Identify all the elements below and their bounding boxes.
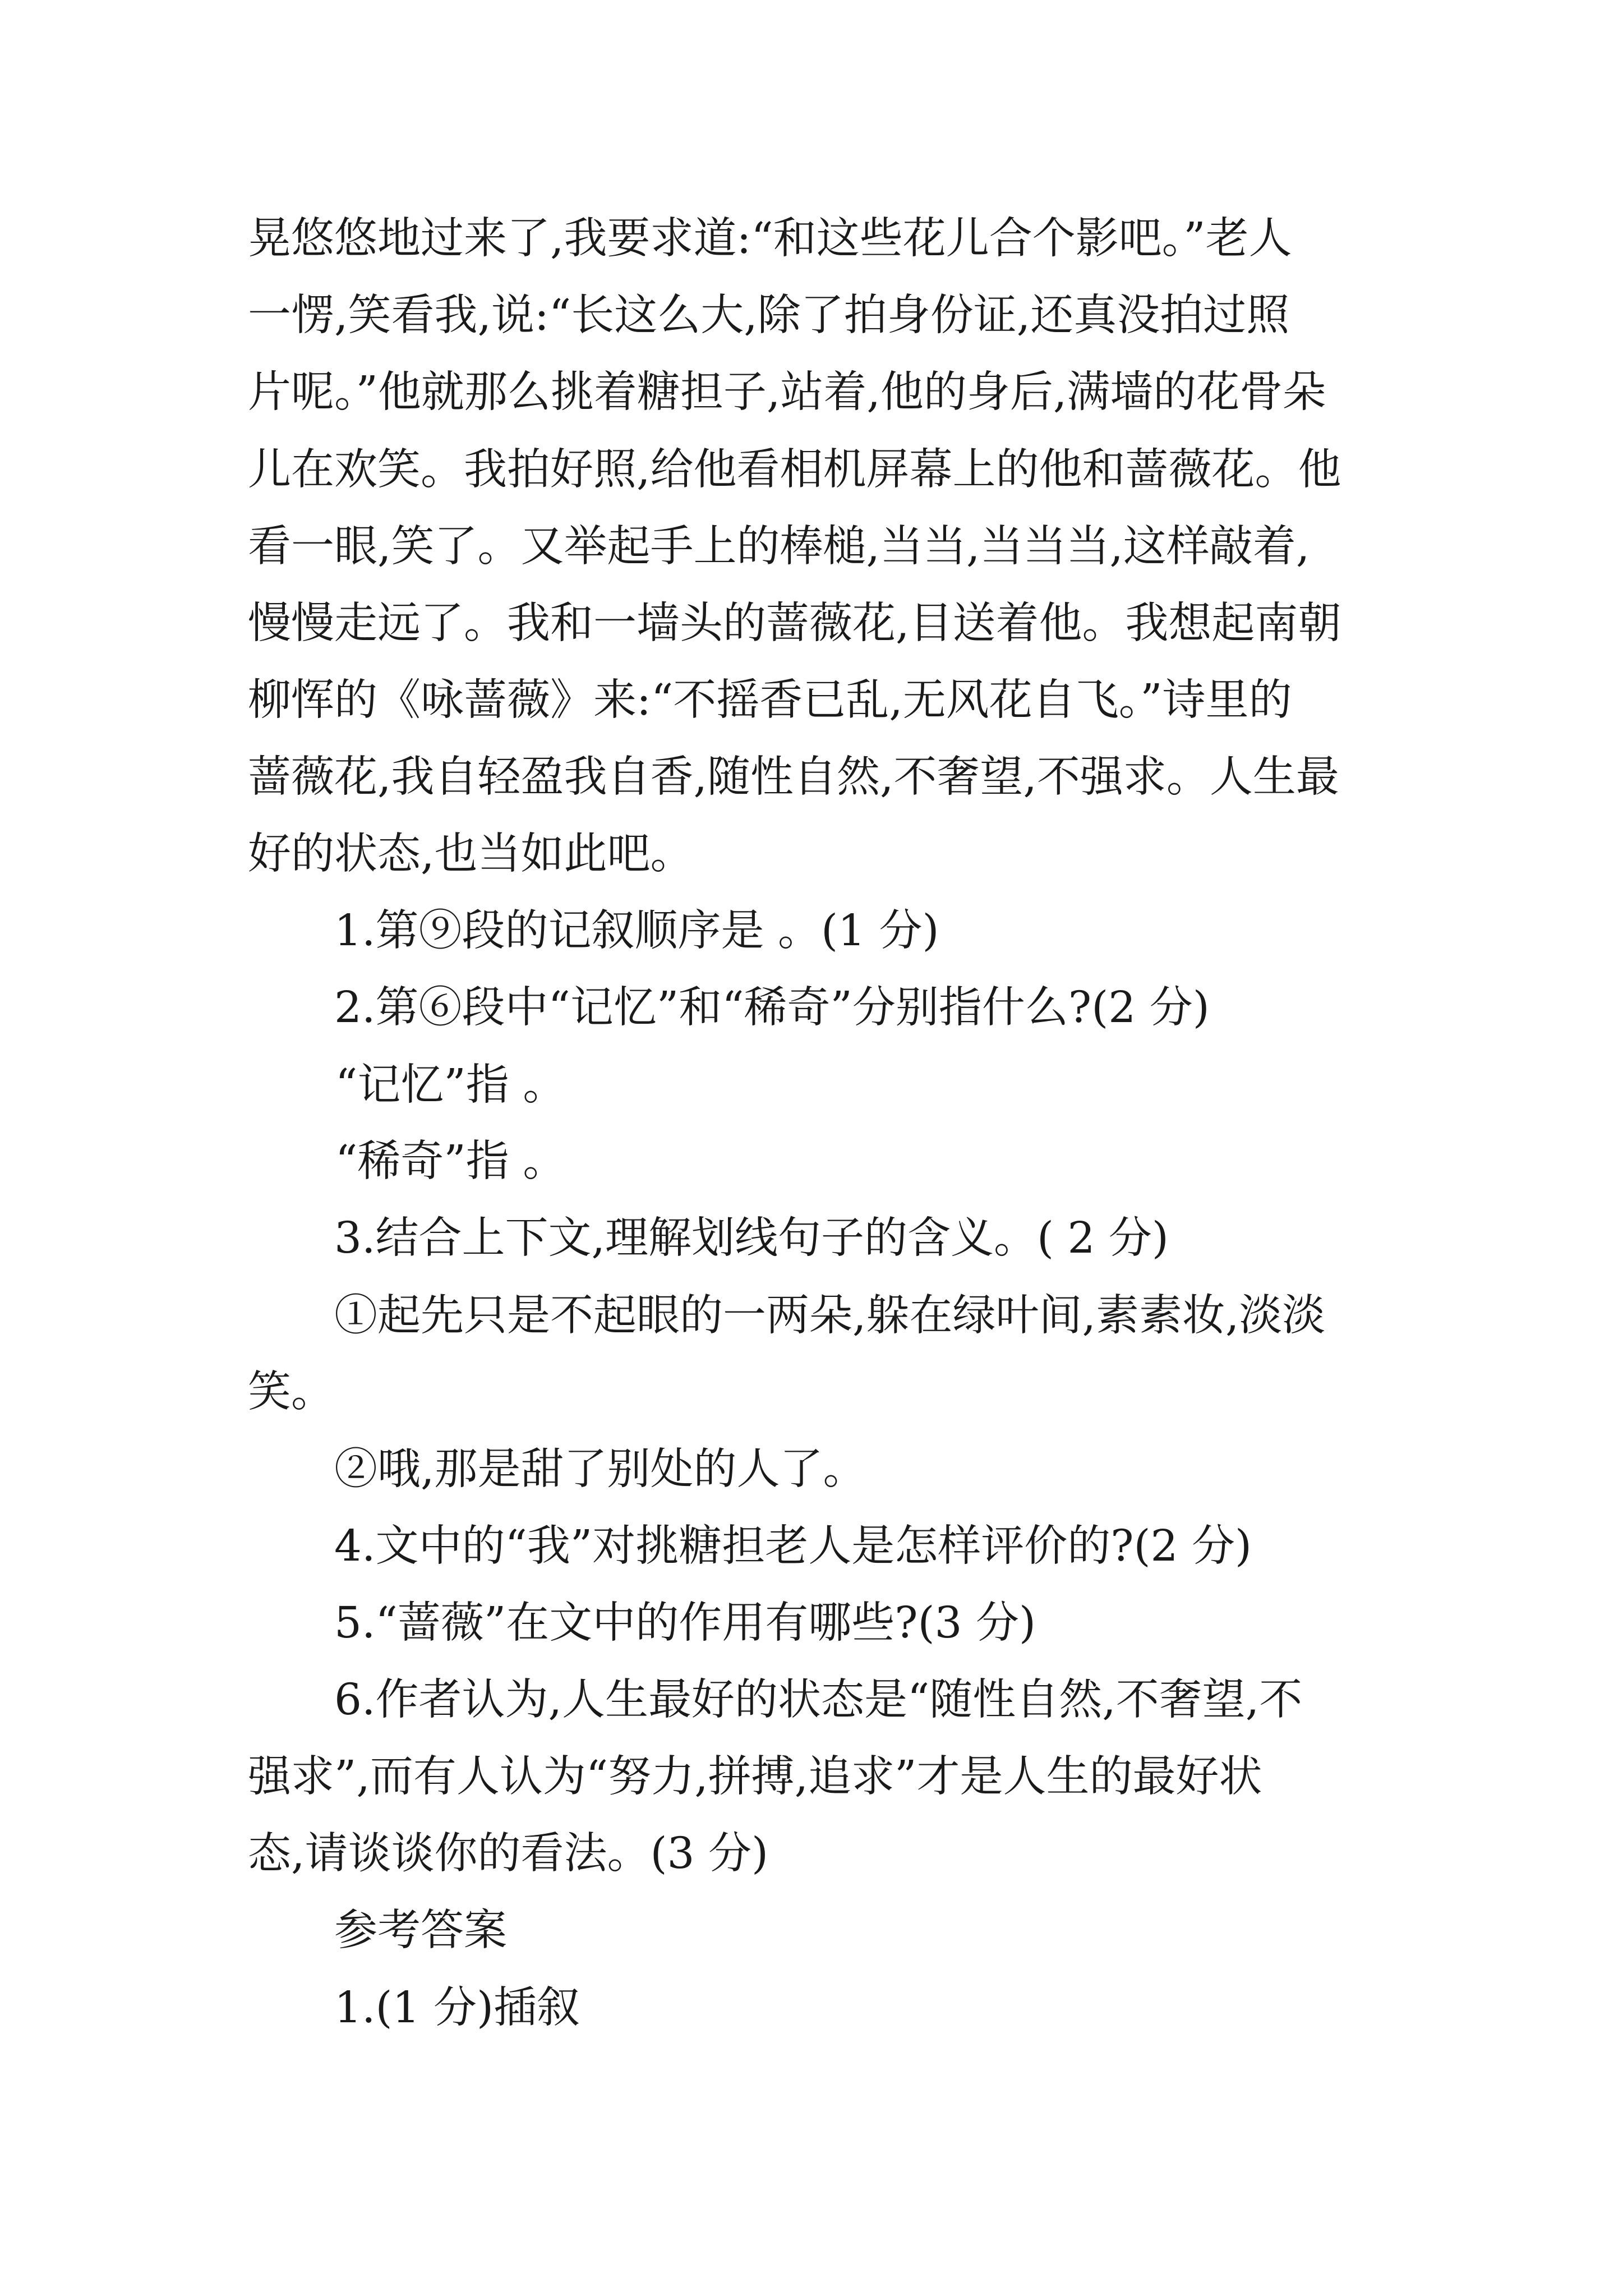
question-6-cont: 态,请谈谈你的看法。(3 分) bbox=[248, 1829, 769, 1879]
passage-line: 好的状态,也当如此吧。 bbox=[248, 829, 694, 879]
question-3-sentence-1-cont: 笑。 bbox=[248, 1367, 334, 1417]
question-2: 2.第⑥段中“记忆”和“稀奇”分别指什么?(2 分) bbox=[334, 983, 1210, 1033]
passage-line: 片呢。”他就那么挑着糖担子,站着,他的身后,满墙的花骨朵 bbox=[248, 367, 1326, 417]
passage-line: 晃悠悠地过来了,我要求道:“和这些花儿合个影吧。”老人 bbox=[248, 214, 1292, 264]
passage-line: 儿在欢笑。我拍好照,给他看相机屏幕上的他和蔷薇花。他 bbox=[248, 445, 1341, 495]
passage-line: 看一眼,笑了。又举起手上的棒槌,当当,当当当,这样敲着, bbox=[248, 522, 1310, 572]
passage-line: 一愣,笑看我,说:“长这么大,除了拍身份证,还真没拍过照 bbox=[248, 291, 1290, 341]
question-1: 1.第⑨段的记叙顺序是 。(1 分) bbox=[334, 906, 939, 956]
question-2-part-b: “稀奇”指 。 bbox=[335, 1137, 566, 1186]
passage-line: 柳恽的《咏蔷薇》来:“不摇香已乱,无风花自飞。”诗里的 bbox=[248, 675, 1292, 725]
question-5: 5.“蔷薇”在文中的作用有哪些?(3 分) bbox=[334, 1598, 1036, 1648]
answer-1: 1.(1 分)插叙 bbox=[334, 1983, 580, 2033]
question-6: 6.作者认为,人生最好的状态是“随性自然,不奢望,不 bbox=[334, 1675, 1303, 1725]
question-3-sentence-2: ②哦,那是甜了别处的人了。 bbox=[334, 1444, 866, 1494]
question-4: 4.文中的“我”对挑糖担老人是怎样评价的?(2 分) bbox=[334, 1521, 1252, 1571]
passage-line: 蔷薇花,我自轻盈我自香,随性自然,不奢望,不强求。人生最 bbox=[248, 752, 1339, 802]
question-6-cont: 强求”,而有人认为“努力,拼搏,追求”才是人生的最好状 bbox=[248, 1752, 1262, 1802]
passage-line: 慢慢走远了。我和一墙头的蔷薇花,目送着他。我想起南朝 bbox=[248, 599, 1341, 648]
question-3: 3.结合上下文,理解划线句子的含义。( 2 分) bbox=[334, 1213, 1169, 1263]
question-2-part-a: “记忆”指 。 bbox=[335, 1060, 566, 1110]
answers-heading: 参考答案 bbox=[334, 1906, 507, 1955]
question-3-sentence-1: ①起先只是不起眼的一两朵,躲在绿叶间,素素妆,淡淡 bbox=[334, 1291, 1326, 1341]
